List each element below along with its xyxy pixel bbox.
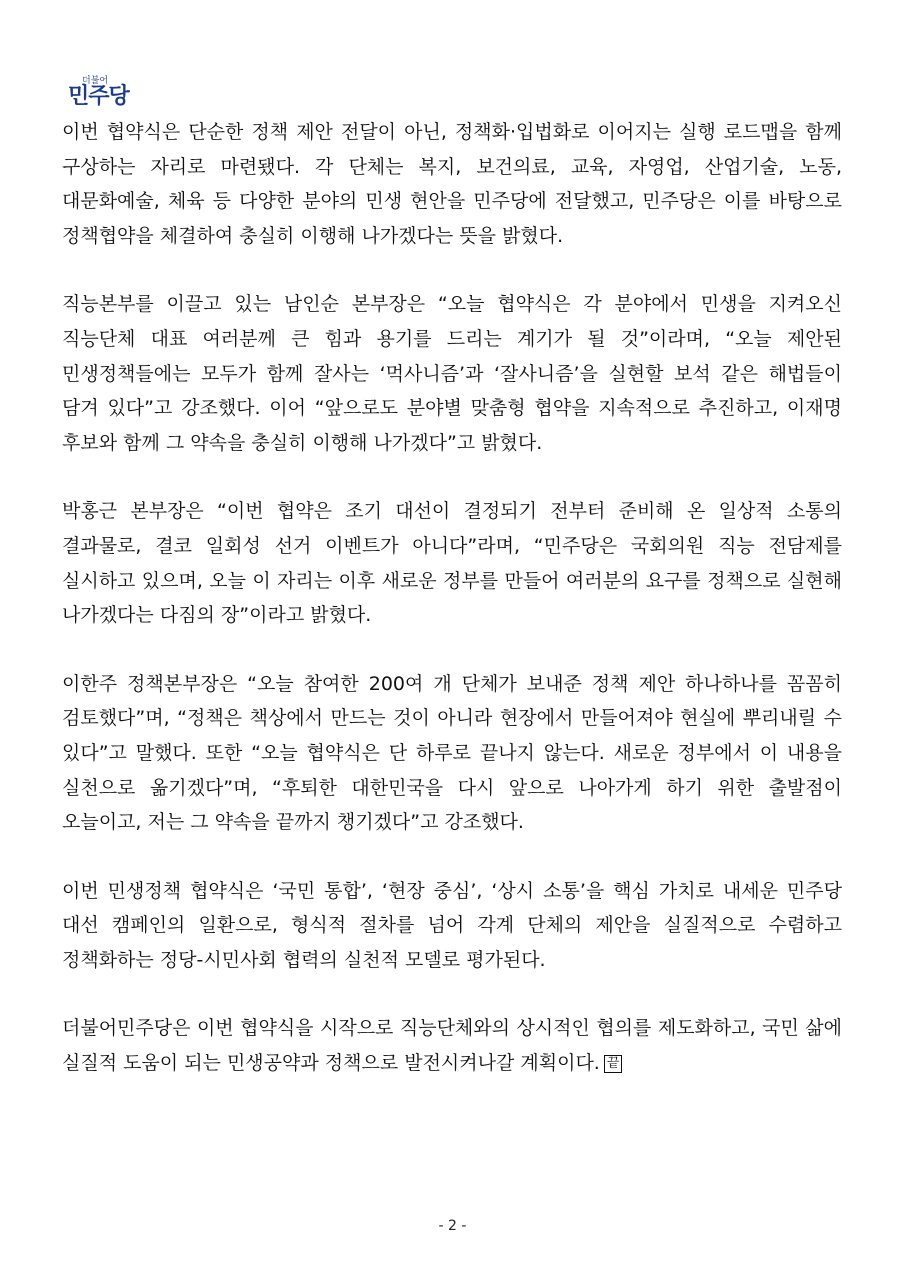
paragraph-5: 이번 민생정책 협약식은 ‘국민 통합’, ‘현장 중심’, ‘상시 소통’을 핵심 가치로 내세운 민주당 대선 캠페인의 일환으로, 형식적 절차를 넘어 각계 단체의 제안을 실질적으로 수렴하고 정책화하는 정당-시민사회 협력의 실천적 모델로 평가된다. bbox=[62, 879, 842, 971]
paragraph-4: 이한주 정책본부장은 “오늘 참여한 200여 개 단체가 보내준 정책 제안 하나하나를 꼼꼼히 검토했다”며, “정책은 책상에서 만드는 것이 아니라 현장에서 만들어져야 현실에 뿌리내릴 수 있다”고 말했다. 또한 “오늘 협약식은 단 하루로 끝나지 않는다. 새로운 정부에서 이 내용을 실천으로 옮기겠다”며, “후퇴한 대한민국을 다시 앞으로 나아가게 하기 위한 출발점이 오늘이고, 저는 그 약속을 끝까지 챙기겠다”고 강조했다. bbox=[62, 672, 842, 834]
paragraph-1: 이번 협약식은 단순한 정책 제안 전달이 아닌, 정책화·입법화로 이어지는 실행 로드맵을 함께 구상하는 자리로 마련됐다. 각 단체는 복지, 보건의료, 교육, 자영업, 산업기술, 노동, 대문화예술, 체육 등 다양한 분야의 민생 현안을 민주당에 전달했고, 민주당은 이를 바탕으로 정책협약을 체결하여 충실히 이행해 나가겠다는 뜻을 밝혔다. bbox=[62, 121, 842, 247]
paragraph-6-text: 더불어민주당은 이번 협약식을 시작으로 직능단체와의 상시적인 협의를 제도화하고, 국민 삶에 실질적 도움이 되는 민생공약과 정책으로 발전시켜나갈 계획이다. bbox=[62, 1017, 842, 1075]
page-number: - 2 - bbox=[438, 1218, 467, 1234]
party-logo bbox=[68, 76, 138, 112]
end-mark: 끝 bbox=[604, 1055, 623, 1073]
logo-main-text: 민주당 bbox=[68, 84, 129, 109]
logo-small-text: 더불어 bbox=[82, 76, 109, 86]
paragraph-3: 박홍근 본부장은 “이번 협약은 조기 대선이 결정되기 전부터 준비해 온 일상적 소통의 결과물로, 결코 일회성 선거 이벤트가 아니다”라며, “민주당은 국회의원 직능 전담제를 실시하고 있으며, 오늘 이 자리는 이후 새로운 정부를 만들어 여러분의 요구를 정책으로 실현해 나가겠다는 다짐의 장”이라고 밝혔다. bbox=[62, 500, 842, 627]
paragraph-6 bbox=[62, 1011, 842, 1080]
paragraph-2: 직능본부를 이끌고 있는 남인순 본부장은 “오늘 협약식은 각 분야에서 민생을 지켜오신 직능단체 대표 여러분께 큰 힘과 용기를 드리는 계기가 될 것”이라며, “오늘 제안된 민생정책들에는 모두가 함께 잘사는 ‘먹사니즘’과 ‘잘사니즘’을 실현할 보석 같은 해법들이 담겨 있다”고 강조했다. 이어 “앞으로도 분야별 맞춤형 협약을 지속적으로 추진하고, 이재명 후보와 함께 그 약속을 충실히 이행해 나가겠다”고 밝혔다. bbox=[62, 293, 842, 454]
document-body bbox=[62, 115, 842, 1115]
